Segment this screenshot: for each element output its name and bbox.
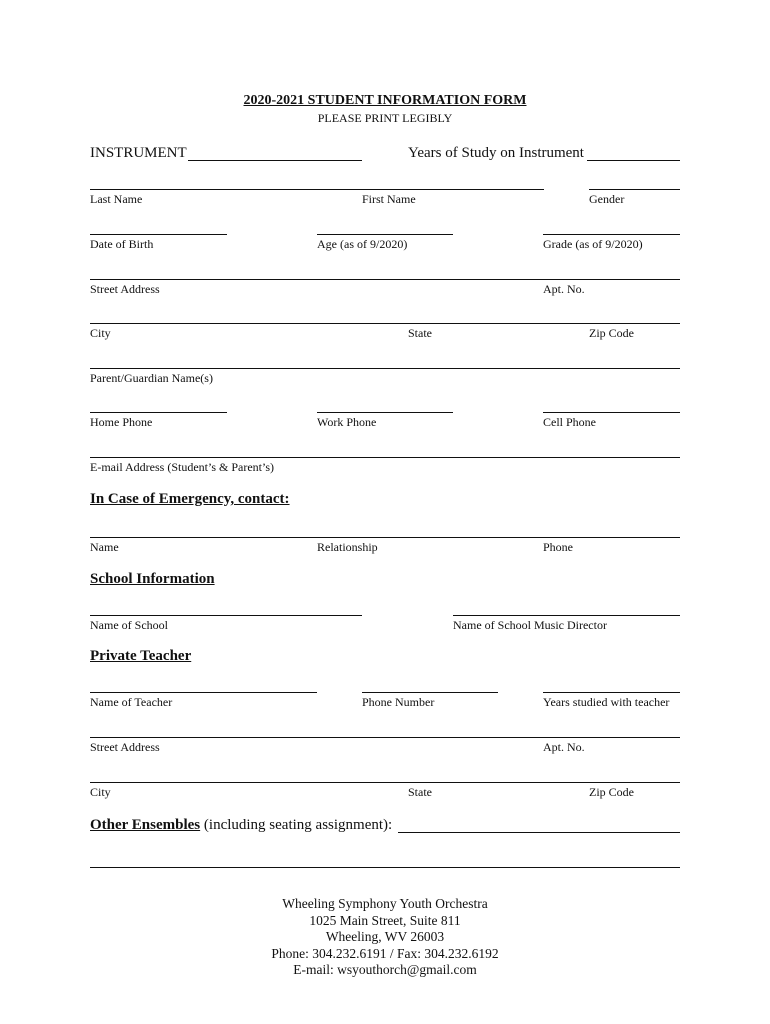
parent-name-field[interactable] [90,368,680,369]
street-address-field[interactable] [90,279,680,280]
teacher-phone-field[interactable] [362,692,498,693]
teacher-apt-label: Apt. No. [543,740,585,754]
grade-field[interactable] [543,234,680,235]
teacher-state-label: State [408,785,432,799]
home-phone-label: Home Phone [90,415,153,429]
ensembles-heading: Other Ensembles [90,817,201,833]
apt-label: Apt. No. [543,282,585,296]
ensembles-field-2[interactable] [90,867,680,868]
dob-label: Date of Birth [90,237,154,251]
teacher-years-field[interactable] [543,692,680,693]
ensembles-row [90,817,392,834]
footer-phone: Phone: 304.232.6191 / Fax: 304.232.6192 [271,945,499,961]
footer-contact [0,896,770,979]
teacher-name-label: Name of Teacher [90,695,173,709]
form-subtitle: PLEASE PRINT LEGIBLY [317,111,453,125]
emergency-name-label: Name [90,540,119,554]
years-of-study-field[interactable] [587,160,680,161]
cell-phone-field[interactable] [543,412,680,413]
instrument-label: INSTRUMENT [90,145,187,161]
email-field[interactable] [90,457,680,458]
footer-city: Wheeling, WV 26003 [325,929,445,944]
teacher-city-label: City [90,785,111,799]
city-label: City [90,326,111,340]
home-phone-field[interactable] [90,412,227,413]
teacher-name-field[interactable] [90,692,317,693]
ensembles-note: (including seating assignment): [200,817,393,833]
emergency-contact-field[interactable] [90,537,680,538]
teacher-street-field[interactable] [90,737,680,738]
school-heading: School Information [90,571,215,587]
years-of-study-label: Years of Study on Instrument [408,145,584,161]
gender-label: Gender [589,192,625,206]
street-address-label: Street Address [90,282,160,296]
emergency-heading: In Case of Emergency, contact: [90,491,290,507]
instrument-field[interactable] [188,160,362,161]
last-name-label: Last Name [90,192,143,206]
school-name-field[interactable] [90,615,362,616]
emergency-relationship-label: Relationship [317,540,378,554]
work-phone-field[interactable] [317,412,453,413]
teacher-city-state-zip-field[interactable] [90,782,680,783]
teacher-years-label: Years studied with teacher [543,695,670,709]
age-label: Age (as of 9/2020) [317,237,408,251]
zip-label: Zip Code [589,326,634,340]
teacher-phone-label: Phone Number [362,695,435,709]
grade-label: Grade (as of 9/2020) [543,237,643,251]
footer-email: E-mail: wsyouthorch@gmail.com [293,962,477,977]
footer-address: 1025 Main Street, Suite 811 [309,912,461,928]
teacher-zip-label: Zip Code [589,785,634,799]
teacher-street-label: Street Address [90,740,160,754]
gender-field[interactable] [589,189,680,190]
age-field[interactable] [317,234,453,235]
first-name-label: First Name [362,192,416,206]
email-label: E-mail Address (Student’s & Parent’s) [90,460,274,474]
emergency-phone-label: Phone [543,540,573,554]
form-title: 2020-2021 STUDENT INFORMATION FORM [243,93,527,108]
footer-org: Wheeling Symphony Youth Orchestra [282,896,488,911]
student-name-field[interactable] [90,189,544,190]
dob-field[interactable] [90,234,227,235]
school-director-field[interactable] [453,615,680,616]
school-name-label: Name of School [90,618,168,632]
cell-phone-label: Cell Phone [543,415,596,429]
parent-name-label: Parent/Guardian Name(s) [90,371,213,385]
school-director-label: Name of School Music Director [453,618,607,632]
city-state-zip-field[interactable] [90,323,680,324]
work-phone-label: Work Phone [317,415,377,429]
teacher-heading: Private Teacher [90,648,192,664]
ensembles-field[interactable] [398,832,680,833]
state-label: State [408,326,432,340]
